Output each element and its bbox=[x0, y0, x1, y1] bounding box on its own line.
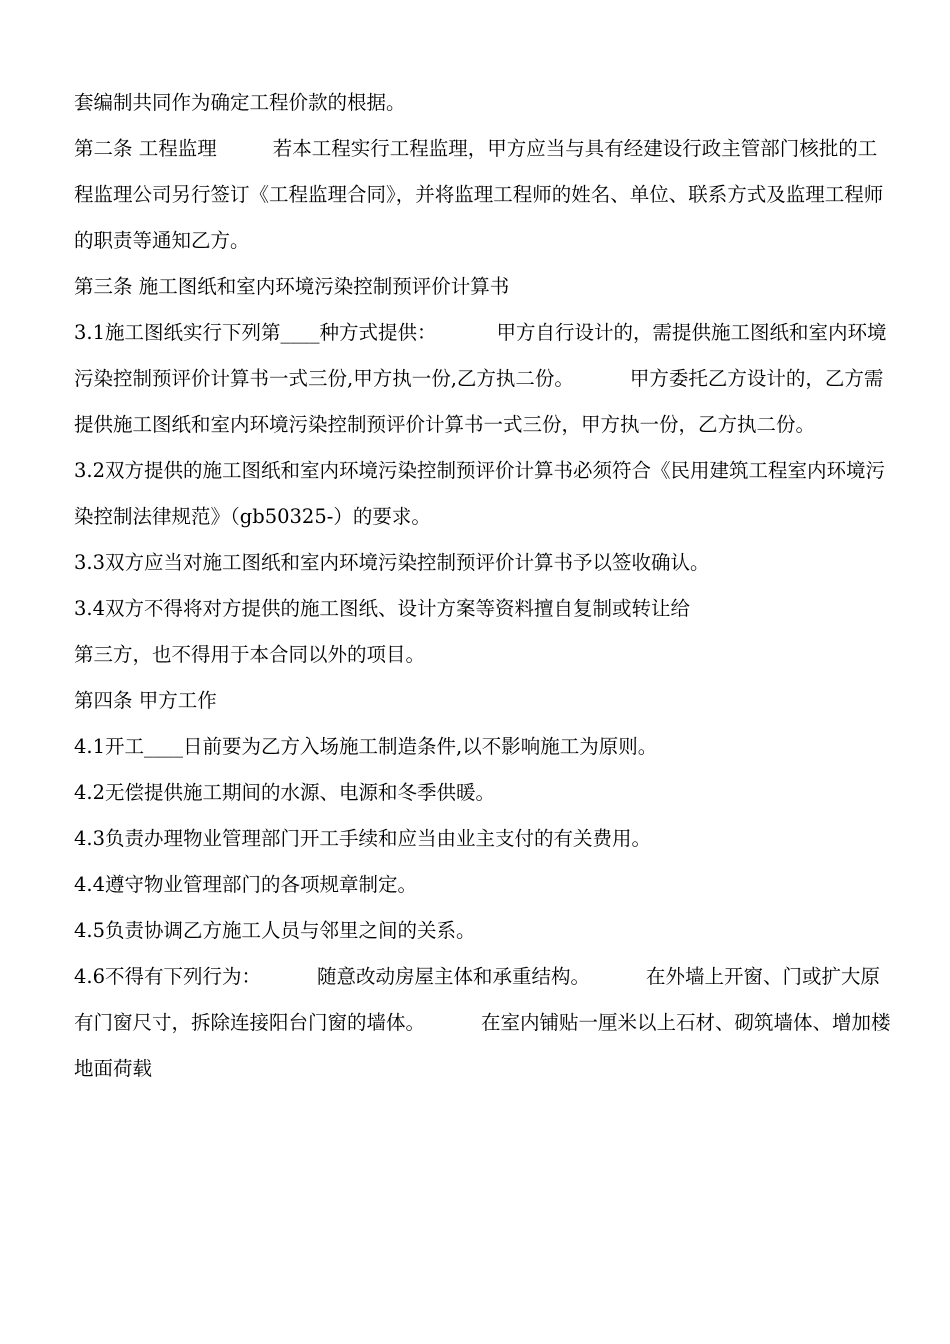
paragraph-clause-4-3 bbox=[74, 816, 894, 862]
paragraph-clause-3-4 bbox=[74, 586, 894, 632]
paragraph-text: 若本工程实行工程监理，甲方应当与具有经建设行政主管部门核批的工程监理公司另行签订《工程监理合同》，并将监理工程师的姓名、单位、联系方式及监理工程师的职责等通知乙方。 bbox=[74, 137, 884, 252]
clause-text: 4.5负责协调乙方施工人员与邻里之间的关系。 bbox=[74, 919, 476, 942]
article-heading: 第三条 施工图纸和室内环境污染控制预评价计算书 bbox=[74, 275, 510, 298]
paragraph-clause-4-6 bbox=[74, 954, 894, 1092]
clause-text: 3.3双方应当对施工图纸和室内环境污染控制预评价计算书予以签收确认。 bbox=[74, 551, 710, 574]
prohibited-item: 在室内铺贴一厘米以上石材、砌筑墙体、增加楼地面荷载 bbox=[74, 1011, 891, 1080]
paragraph-article-2 bbox=[74, 126, 894, 264]
option-text: 甲方自行设计的，需提供施工图纸和室内环境污染控制预评价计算书一式三份,甲方执一份,乙方执二份。 bbox=[74, 321, 887, 390]
clause-text: 3.2双方提供的施工图纸和室内环境污染控制预评价计算书必须符合《民用建筑工程室内环境污染控制法律规范》（gb50325-）的要求。 bbox=[74, 459, 886, 528]
paragraph-article-4-heading bbox=[74, 678, 894, 724]
paragraph-clause-3-4-continuation bbox=[74, 632, 894, 678]
clause-text: 3.4双方不得将对方提供的施工图纸、设计方案等资料擅自复制或转让给 bbox=[74, 597, 691, 620]
clause-text: 4.2无偿提供施工期间的水源、电源和冬季供暖。 bbox=[74, 781, 496, 804]
paragraph-clause-3-3 bbox=[74, 540, 894, 586]
article-heading: 第二条 工程监理 bbox=[74, 137, 217, 160]
paragraph-clause-4-1 bbox=[74, 724, 894, 770]
paragraph-intro-continuation bbox=[74, 80, 894, 126]
clause-text: 第三方，也不得用于本合同以外的项目。 bbox=[74, 643, 426, 666]
article-heading: 第四条 甲方工作 bbox=[74, 689, 217, 712]
clause-text: 4.1开工____日前要为乙方入场施工制造条件,以不影响施工为原则。 bbox=[74, 735, 658, 758]
paragraph-clause-3-1 bbox=[74, 310, 894, 448]
paragraph-clause-4-2 bbox=[74, 770, 894, 816]
paragraph-clause-3-2 bbox=[74, 448, 894, 540]
clause-text: 4.6不得有下列行为： bbox=[74, 965, 262, 988]
clause-text: 3.1施工图纸实行下列第____种方式提供： bbox=[74, 321, 437, 344]
paragraph-article-3-heading bbox=[74, 264, 894, 310]
prohibited-item: 在外墙上开窗、门或扩大原有门窗尺寸，拆除连接阳台门窗的墙体。 bbox=[74, 965, 881, 1034]
clause-text: 4.3负责办理物业管理部门开工手续和应当由业主支付的有关费用。 bbox=[74, 827, 652, 850]
clause-text: 4.4遵守物业管理部门的各项规章制定。 bbox=[74, 873, 418, 896]
paragraph-clause-4-5 bbox=[74, 908, 894, 954]
paragraph-text: 套编制共同作为确定工程价款的根据。 bbox=[74, 91, 406, 114]
option-text: 甲方委托乙方设计的，乙方需提供施工图纸和室内环境污染控制预评价计算书一式三份，甲方执一份，乙方执二份。 bbox=[74, 367, 884, 436]
paragraph-clause-4-4 bbox=[74, 862, 894, 908]
document-body bbox=[74, 80, 894, 1092]
prohibited-item: 随意改动房屋主体和承重结构。 bbox=[317, 965, 591, 988]
